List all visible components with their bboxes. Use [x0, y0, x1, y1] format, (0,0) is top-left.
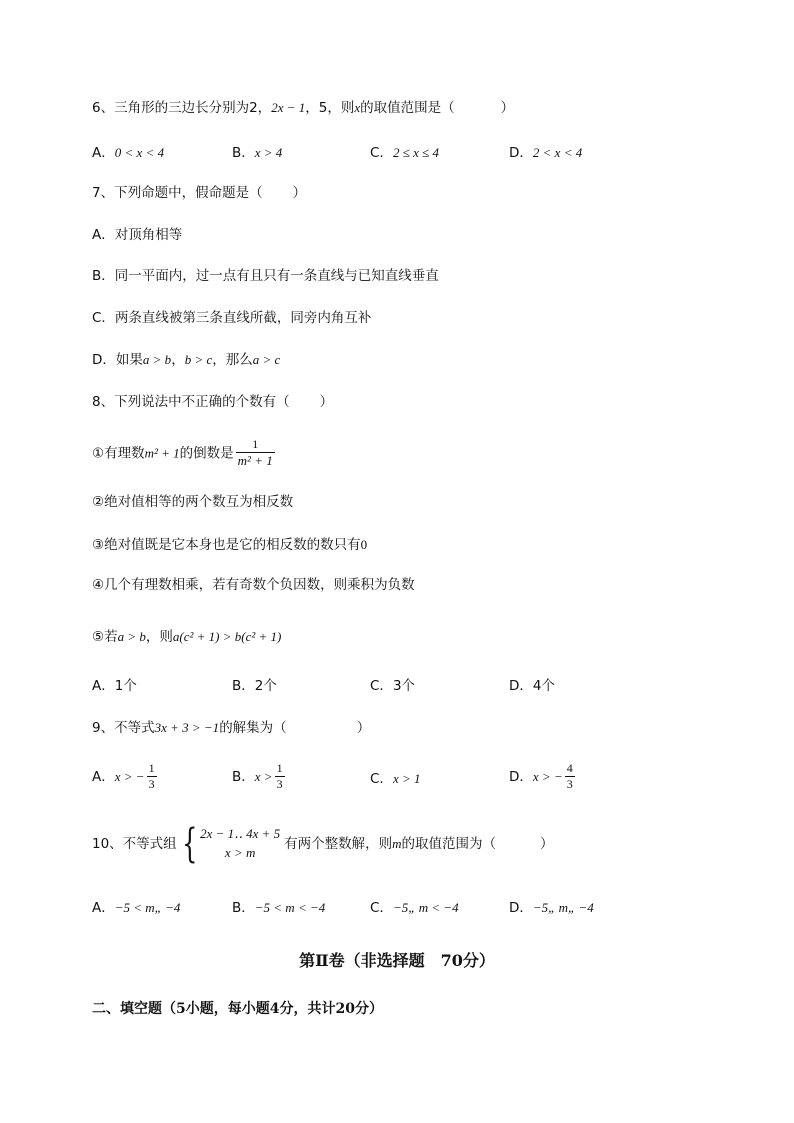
q6-option-c[interactable]: C．2 ≤ x ≤ 4: [370, 145, 439, 161]
section-title: 第Ⅱ卷（非选择题 70分）: [299, 951, 495, 970]
q10-option-a[interactable]: A．−5 < m„ −4: [92, 900, 181, 916]
q8-statement-1: ①有理数m² + 1的倒数是 $\frac{1}{\text{m² + 1}}$: [92, 437, 273, 468]
q8-statement-3: ③绝对值既是它本身也是它的相反数的数只有0: [92, 537, 368, 553]
q8-option-a[interactable]: A．1个: [92, 678, 137, 694]
q8-option-c[interactable]: C．3个: [370, 678, 416, 694]
q10-option-c[interactable]: C．−5„ m < −4: [370, 900, 459, 916]
question-9: 9、不等式3x + 3 > −1的解集为（ ）: [92, 720, 371, 736]
q8-statement-2: ②绝对值相等的两个数互为相反数: [92, 494, 294, 510]
q8-option-d[interactable]: D．4个: [509, 678, 555, 694]
question-8: 8、下列说法中不正确的个数有（ ）: [92, 394, 334, 410]
q7-option-d[interactable]: D．如果a > b，b > c，那么a > c: [92, 352, 281, 368]
q7-option-b[interactable]: B．同一平面内，过一点有且只有一条直线与已知直线垂直: [92, 268, 439, 284]
question-10: 10、不等式组 { 2x − 1‥ 4x + 5 x > m 有两个整数解，则m的取值范围为（ ）: [92, 821, 554, 867]
q10-option-b[interactable]: B．−5 < m < −4: [232, 900, 326, 916]
question-6: 6、三角形的三边长分别为2，2x − 1，5，则x的取值范围是（ ）: [92, 100, 515, 116]
q9-option-b[interactable]: B．x > $\frac{1}{3}$: [232, 761, 283, 791]
q8-statement-4: ④几个有理数相乘，若有奇数个负因数，则乘积为负数: [92, 577, 415, 593]
q7-option-c[interactable]: C．两条直线被第三条直线所截，同旁内角互补: [92, 310, 372, 326]
q10-option-d[interactable]: D．−5„ m„ −4: [509, 900, 594, 916]
part-heading: 二、填空题（5小题，每小题4分，共计20分）: [92, 1001, 383, 1017]
fraction: $\frac{1}{\text{m² + 1}}$: [237, 437, 273, 468]
q9-option-d[interactable]: D．x > − $\frac{4}{3}$: [509, 761, 573, 791]
q9-option-c[interactable]: C．x > 1: [370, 771, 421, 787]
q6-option-b[interactable]: B．x > 4: [232, 145, 283, 161]
q6-option-d[interactable]: D．2 < x < 4: [509, 145, 583, 161]
q6-option-a[interactable]: A．0 < x < 4: [92, 145, 165, 161]
q8-statement-5: ⑤若a > b，则a(c² + 1) > b(c² + 1): [92, 629, 282, 645]
question-7: 7、下列命题中，假命题是（ ）: [92, 185, 307, 201]
q6-expr: 2x − 1: [271, 100, 306, 115]
inequality-system: { 2x − 1‥ 4x + 5 x > m: [181, 821, 281, 867]
q8-option-b[interactable]: B．2个: [232, 678, 277, 694]
q7-option-a[interactable]: A．对顶角相等: [92, 227, 183, 243]
q9-option-a[interactable]: A．x > − $\frac{1}{3}$: [92, 761, 155, 791]
